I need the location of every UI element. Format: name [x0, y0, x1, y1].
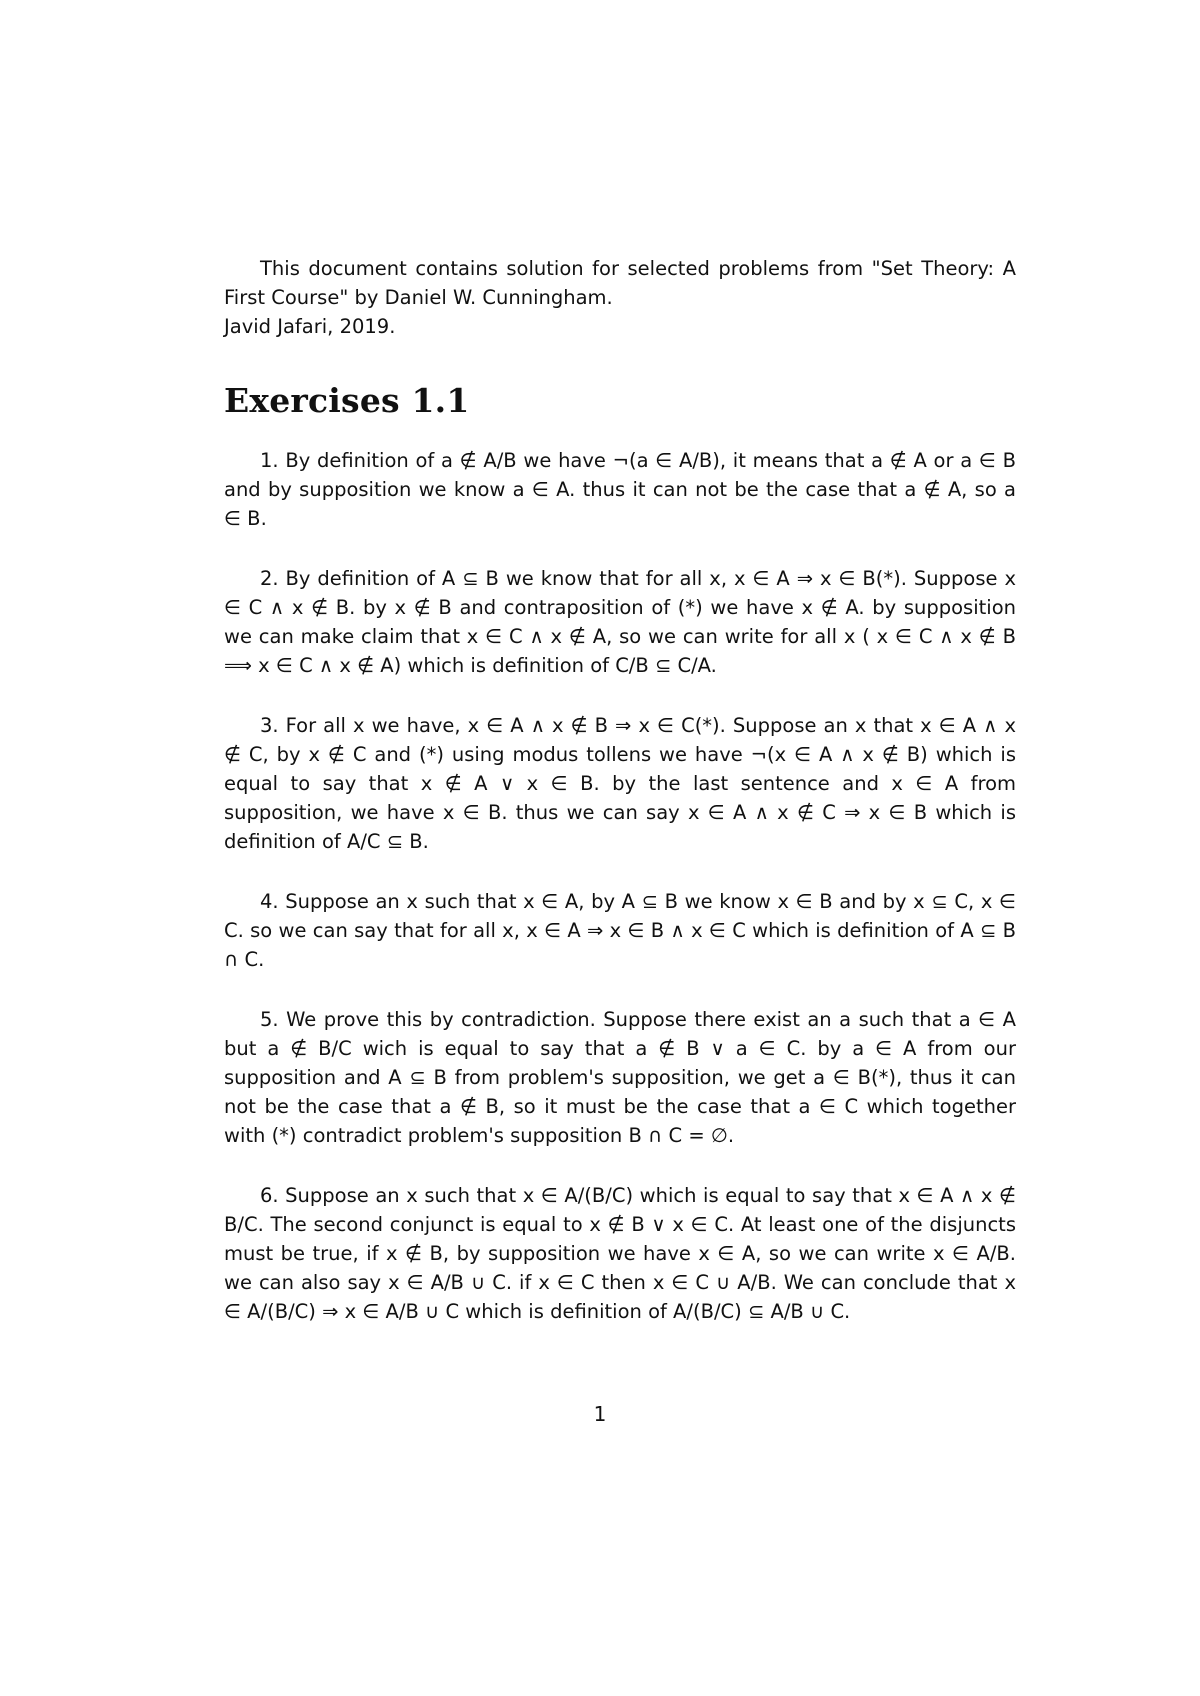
exercise-4: 4. Suppose an x such that x ∈ A, by A ⊆ B we know x ∈ B and by x ⊆ C, x ∈ C. so we can say that for all x, x ∈ A ⇒ x ∈ B ∧ x ∈ C which is definition of A ⊆ B ∩ C.: [224, 890, 1016, 971]
intro-author-line: Javid Jafari, 2019.: [224, 315, 396, 338]
exercise-6: 6. Suppose an x such that x ∈ A/(B/C) which is equal to say that x ∈ A ∧ x ∉ B/C. The second conjunct is equal to x ∉ B ∨ x ∈ C. At least one of the disjuncts must be true, if x ∉ B, by supposition we have x ∈ A, so we can write x ∈ A/B. we can also say x ∈ A/B ∪ C. if x ∈ C then x ∈ C ∪ A/B. We can conclude that x ∈ A/(B/C) ⇒ x ∈ A/B ∪ C which is definition of A/(B/C) ⊆ A/B ∪ C.: [224, 1184, 1016, 1323]
exercise-3: 3. For all x we have, x ∈ A ∧ x ∉ B ⇒ x ∈ C(*). Suppose an x that x ∈ A ∧ x ∉ C, by x ∉ C and (*) using modus tollens we have ¬(x ∈ A ∧ x ∉ B) which is equal to say that x ∉ A ∨ x ∈ B. by the last sentence and x ∈ A from supposition, we have x ∈ B. thus we can say x ∈ A ∧ x ∉ C ⇒ x ∈ B which is definition of A/C ⊆ B.: [224, 714, 1016, 853]
exercise-list: [224, 446, 1016, 1357]
intro-description: This document contains solution for selected problems from "Set Theory: A First Course" by Daniel W. Cunningham.: [224, 257, 1016, 309]
section-title: Exercises 1.1: [224, 381, 470, 420]
exercise-5: 5. We prove this by contradiction. Suppose there exist an a such that a ∈ A but a ∉ B/C wich is equal to say that a ∉ B ∨ a ∈ C. by a ∈ A from our supposition and A ⊆ B from problem's supposition, we get a ∈ B(*), thus it can not be the case that a ∉ B, so it must be the case that a ∈ C which together with (*) contradict problem's supposition B ∩ C = ∅.: [224, 1008, 1016, 1147]
intro-block: [224, 254, 1016, 341]
exercise-1: 1. By definition of a ∉ A/B we have ¬(a ∈ A/B), it means that a ∉ A or a ∈ B and by supposition we know a ∈ A. thus it can not be the case that a ∉ A, so a ∈ B.: [224, 449, 1016, 530]
page-number: 1: [593, 1402, 607, 1426]
intro-text: [224, 254, 1016, 312]
exercise-2: 2. By definition of A ⊆ B we know that for all x, x ∈ A ⇒ x ∈ B(*). Suppose x ∈ C ∧ x ∉ B. by x ∉ B and contraposition of (*) we have x ∉ A. by supposition we can make claim that x ∈ C ∧ x ∉ A, so we can write for all x ( x ∈ C ∧ x ∉ B ⟹ x ∈ C ∧ x ∉ A) which is definition of C/B ⊆ C/A.: [224, 567, 1016, 677]
